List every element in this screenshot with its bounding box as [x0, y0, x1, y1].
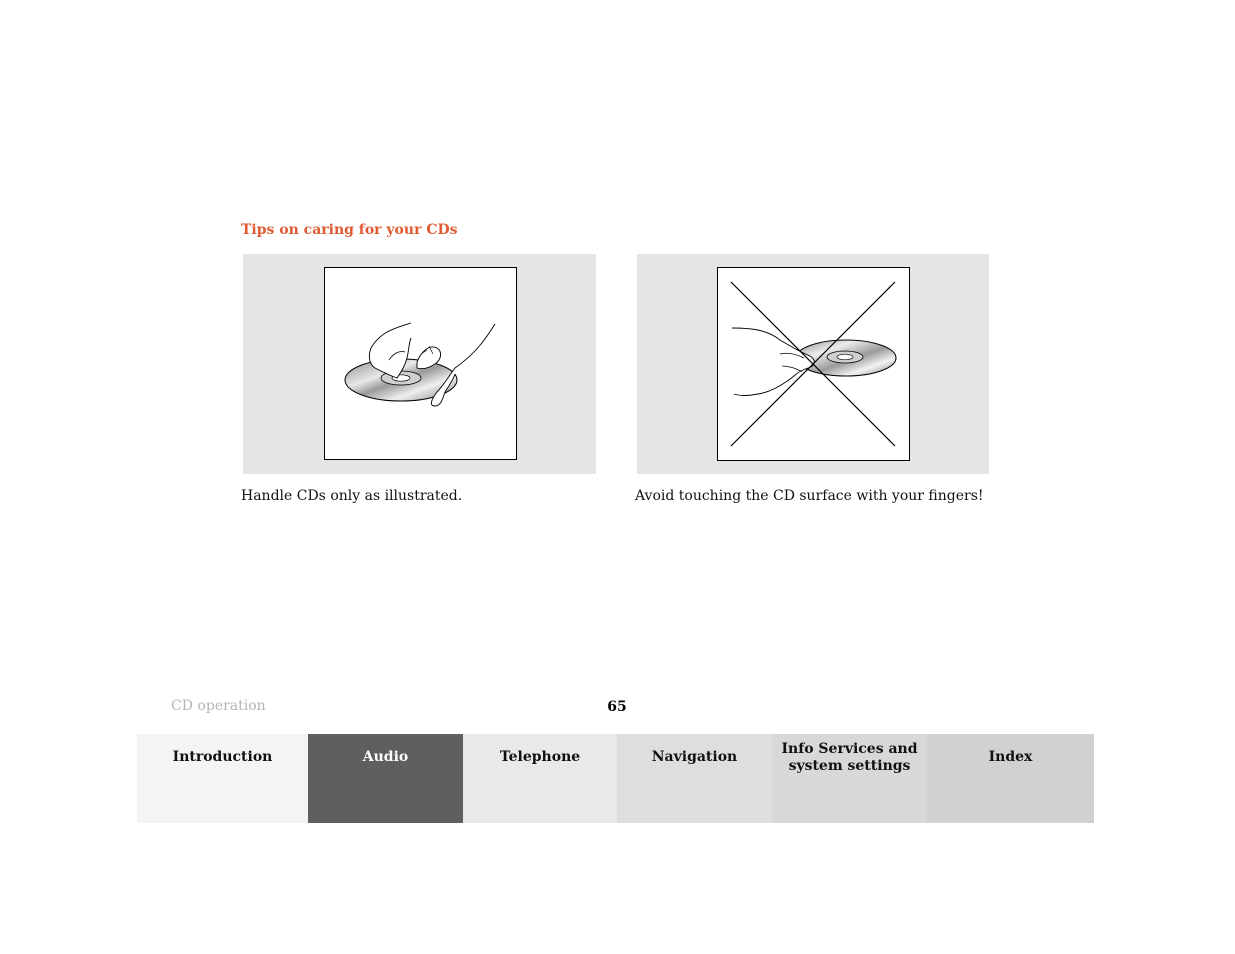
- figure-caption-incorrect: Avoid touching the CD surface with your fingers!: [635, 488, 984, 504]
- tab-label: Navigation: [651, 749, 738, 765]
- tab-introduction[interactable]: [137, 734, 308, 823]
- tab-label-line-2: system settings: [788, 758, 911, 774]
- tab-index[interactable]: [927, 734, 1094, 823]
- cd-incorrect-handling-illustration: [717, 267, 910, 461]
- figure-panel-incorrect-handling: [637, 254, 989, 474]
- tab-navigation[interactable]: [617, 734, 772, 823]
- chapter-tab-bar: [137, 734, 1094, 823]
- tab-label: Index: [988, 749, 1033, 765]
- tab-label: Telephone: [499, 749, 581, 765]
- cd-hand-illustration: [325, 268, 516, 459]
- figure-caption-correct: Handle CDs only as illustrated.: [241, 488, 463, 504]
- cd-touching-surface-illustration: [718, 268, 909, 460]
- tab-audio[interactable]: [308, 734, 463, 823]
- page-number: 65: [607, 699, 627, 715]
- cd-correct-handling-illustration: [324, 267, 517, 460]
- tab-telephone[interactable]: [463, 734, 617, 823]
- hand-touching: [732, 328, 814, 396]
- tab-label: Audio: [362, 749, 409, 765]
- footer-section-label: CD operation: [171, 698, 266, 714]
- tab-info-services[interactable]: [772, 734, 927, 823]
- figure-panel-correct-handling: [243, 254, 596, 474]
- tab-label-line-1: Info Services and: [781, 741, 918, 757]
- section-title: Tips on caring for your CDs: [241, 222, 458, 238]
- tab-label: Introduction: [172, 749, 273, 765]
